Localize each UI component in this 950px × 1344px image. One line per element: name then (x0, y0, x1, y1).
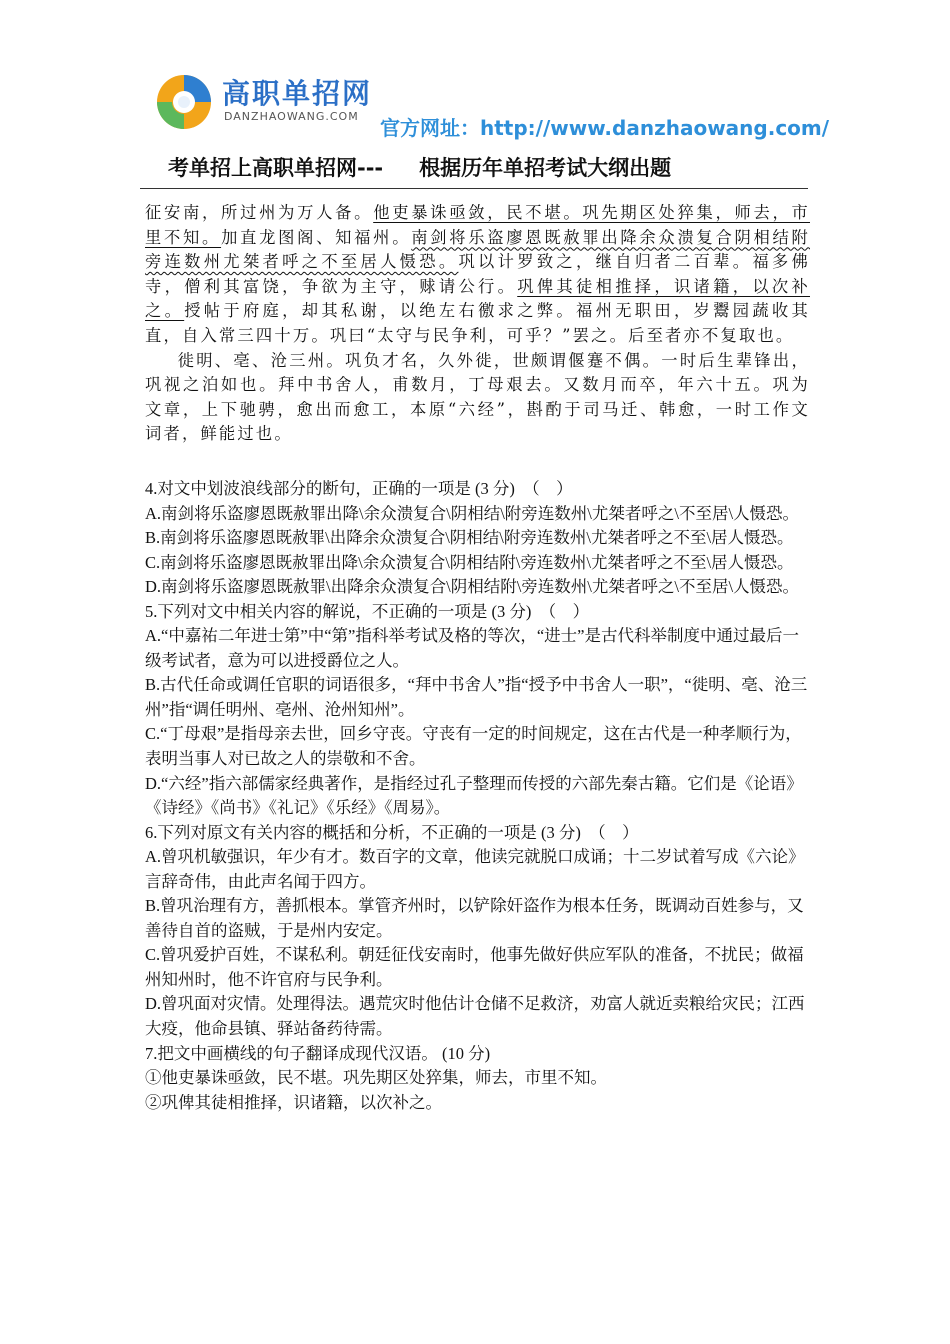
passage-text: 征安南，所过州为万人备。 (145, 203, 374, 222)
question-4-option-a: A.南剑将乐盗廖恩既赦罪出降\余众溃复合\阴相结\附旁连数州\尤桀者呼之\不至居\人慑恐。 (145, 503, 800, 523)
passage-text: 授帖于府庭，却其私谢，以绝左右徼求之弊。福州无职田，岁鬻园蔬收其直，自入常三四十万。巩曰“太守与民争利，可乎？”罢之。后至者亦不复取也。 (145, 301, 810, 345)
question-4: 4.对文中划波浪线部分的断句，正确的一项是 (3 分) （ ） (145, 479, 573, 498)
question-7-item-1: ①他吏暴诛亟敛，民不堪。巩先期区处猝集，师去，市里不知。 (145, 1068, 607, 1088)
question-6-option-b: B.曾巩治理有方，善抓根本。掌管齐州时，以铲除奸盗作为根本任务，既调动百姓参与，又善待自首的盗贼，于是州内安定。 (145, 896, 804, 940)
passage-paragraph-1 (145, 201, 810, 349)
question-6: 6.下列对原文有关内容的概括和分析，不正确的一项是 (3 分) （ ） (145, 822, 639, 842)
official-url-link[interactable]: 官方网址：http://www.danzhaowang.com/ (380, 116, 830, 140)
question-5-option-c: C.“丁母艰”是指母亲去世，回乡守丧。守丧有一定的时间规定，这在古代是一种孝顺行为，表明当事人对已故之人的崇敬和不舍。 (145, 724, 802, 769)
question-6-option-d: D.曾巩面对灾情。处理得法。遇荒灾时他估计仓储不足救济，劝富人就近卖粮给灾民；江西大疫，他命县镇、驿站备药待需。 (145, 994, 805, 1039)
question-6-option-c: C.曾巩爱护百姓，不谋私利。朝廷征伐安南时，他事先做好供应军队的准备，不扰民；做福州知州时，他不许官府与民争利。 (145, 945, 804, 989)
question-4-option-c: C.南剑将乐盗廖恩既赦罪出降\余众溃复合\阴相结附\旁连数州\尤桀者呼之不至\居人慑恐。 (145, 552, 794, 572)
wavy-underlined-sentence: 南剑将乐盗廖恩既赦罪出降余众溃复合阴相结附旁连数州尤桀者呼之不至居人慑恐。 (145, 227, 810, 272)
question-4-option-b: B.南剑将乐盗廖恩既赦罪\出降余众溃复合\阴相结\附旁连数州\尤桀者呼之不至\居人慑恐。 (145, 528, 794, 548)
question-5-option-d: D.“六经”指六部儒家经典著作，是指经过孔子整理而传授的六部先秦古籍。它们是《论语》《诗经》《尚书》《礼记》《乐经》《周易》。 (145, 773, 803, 818)
question-7: 7.把文中画横线的句子翻译成现代汉语。 (10 分) (145, 1043, 491, 1063)
logo-swirl-icon (154, 72, 214, 132)
logo-title: 高职单招网 (222, 77, 373, 110)
logo-subtitle: DANZHAOWANG.COM (224, 110, 359, 123)
underlined-sentence-2: 巩俾其徒相推择，识诸籍，以次补之。 (145, 276, 810, 321)
header-divider (140, 188, 808, 189)
underlined-sentence-1: 他吏暴诛亟敛，民不堪。巩先期区处猝集，师去，市里不知。 (145, 203, 810, 247)
passage-text: 巩以计罗致之，继自归者二百辈。福多佛寺，僧利其富饶，争欲为主守，赇请公行。 (145, 252, 811, 296)
header-left: 考单招上高职单招网--- (168, 156, 384, 180)
question-5-option-b: B.古代任命或调任官职的词语很多，“拜中书舍人”指“授予中书舍人一职”，“徙明、亳、沧三州”指“调任明州、亳州、沧州知州”。 (145, 675, 808, 719)
passage-paragraph-2: 徙明、亳、沧三州。巩负才名，久外徙，世颇谓偃蹇不偶。一时后生辈锋出，巩视之泊如也。拜中书舍人，甫数月，丁母艰去。又数月而卒，年六十五。巩为文章，上下驰骋，愈出而愈工，本原“六经”，斟酌于司马迁、韩愈，一时工作文词者，鲜能过也。 (145, 350, 810, 444)
question-5: 5.下列对文中相关内容的解说，不正确的一项是 (3 分) （ ） (145, 601, 590, 621)
question-5-option-a: A.“中嘉祐二年进士第”中“第”指科举考试及格的等次，“进士”是古代科举制度中通过最后一级考试者，意为可以进授爵位之人。 (145, 626, 799, 670)
question-list (145, 477, 810, 1115)
question-7-item-2: ②巩俾其徒相推择，识诸籍，以次补之。 (145, 1092, 442, 1112)
header-slogan: 根据历年单招考试大纲出题 (419, 156, 672, 180)
site-logo[interactable] (150, 68, 380, 134)
question-6-option-a: A.曾巩机敏强识，年少有才。数百字的文章，他读完就脱口成诵；十二岁试着写成《六论》言辞奇伟，由此声名闻于四方。 (145, 847, 805, 891)
passage-text: 加直龙图阁、知福州。 (221, 227, 412, 247)
question-4-option-d: D.南剑将乐盗廖恩既赦罪\出降余众溃复合\阴相结附\旁连数州\尤桀者呼之\不至居\人慑恐。 (145, 577, 800, 597)
page-header (168, 152, 671, 182)
reading-passage (145, 201, 810, 447)
